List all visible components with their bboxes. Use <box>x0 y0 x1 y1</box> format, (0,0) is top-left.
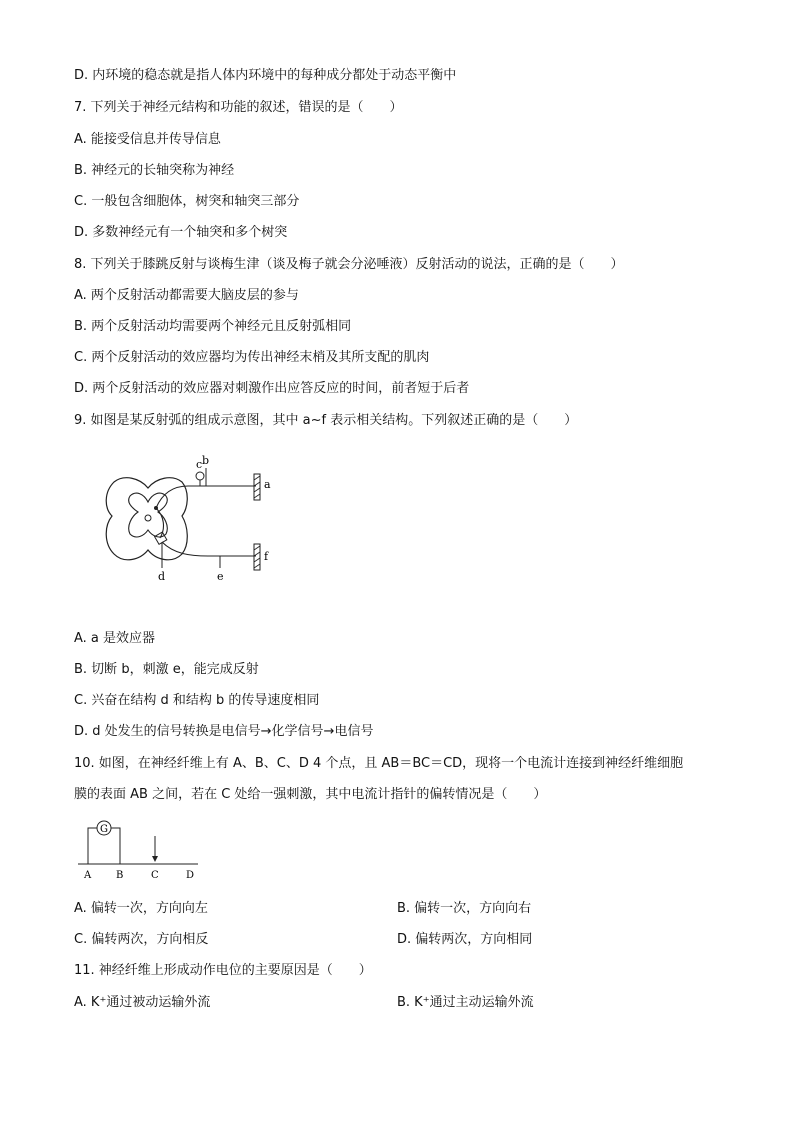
q11-option-a: A. K⁺通过被动运输外流 <box>74 995 211 1010</box>
q9-option-c: C. 兴奋在结构 d 和结构 b 的传导速度相同 <box>74 693 320 708</box>
label-b: b <box>202 454 210 467</box>
q9-stem: 9. 如图是某反射弧的组成示意图，其中 a~f 表示相关结构。下列叙述正确的是（ ） <box>74 413 578 428</box>
q7-stem: 7. 下列关于神经元结构和功能的叙述，错误的是（ ） <box>74 100 403 115</box>
q10-stem-line2: 膜的表面 AB 之间，若在 C 处给一强刺激，其中电流计指针的偏转情况是（ ） <box>74 787 547 802</box>
q7-option-c: C. 一般包含细胞体，树突和轴突三部分 <box>74 194 300 209</box>
q10-option-a: A. 偏转一次，方向向左 <box>74 901 208 916</box>
central-canal <box>145 515 151 521</box>
q8-option-b: B. 两个反射活动均需要两个神经元且反射弧相同 <box>74 319 352 334</box>
q7-option-a: A. 能接受信息并传导信息 <box>74 132 221 147</box>
efferent-fiber <box>162 542 256 556</box>
q10-option-b: B. 偏转一次，方向向右 <box>397 901 532 916</box>
q6-option-d: D. 内环境的稳态就是指人体内环境中的每种成分都处于动态平衡中 <box>74 68 457 83</box>
q7-option-d: D. 多数神经元有一个轴突和多个树突 <box>74 225 288 240</box>
ganglion-c <box>196 472 204 480</box>
q11-option-b: B. K⁺通过主动运输外流 <box>397 995 534 1010</box>
label-d: d <box>158 570 166 583</box>
q9-option-d: D. d 处发生的信号转换是电信号→化学信号→电信号 <box>74 724 374 739</box>
label-e: e <box>217 570 224 583</box>
q8-option-a: A. 两个反射活动都需要大脑皮层的参与 <box>74 288 299 303</box>
q8-stem: 8. 下列关于膝跳反射与谈梅生津（谈及梅子就会分泌唾液）反射活动的说法，正确的是（ ） <box>74 257 624 272</box>
galvanometer-label: G <box>100 824 108 835</box>
stimulus-arrowhead <box>152 856 158 862</box>
galvanometer-figure <box>74 816 204 882</box>
afferent-fiber <box>156 486 256 508</box>
q7-option-b: B. 神经元的长轴突称为神经 <box>74 163 235 178</box>
q8-option-d: D. 两个反射活动的效应器对刺激作出应答反应的时间，前者短于后者 <box>74 381 470 396</box>
effector-f-hatch <box>254 546 260 568</box>
q8-option-c: C. 两个反射活动的效应器均为传出神经末梢及其所支配的肌肉 <box>74 350 430 365</box>
q9-option-b: B. 切断 b，刺激 e，能完成反射 <box>74 662 259 677</box>
q10-option-d: D. 偏转两次，方向相同 <box>397 932 533 947</box>
spinal-cord-outline <box>106 478 187 560</box>
q10-option-c: C. 偏转两次，方向相反 <box>74 932 209 947</box>
receptor-a-hatch <box>254 476 260 498</box>
label-c: c <box>196 458 203 471</box>
label-f: f <box>264 550 269 563</box>
q11-stem: 11. 神经纤维上形成动作电位的主要原因是（ ） <box>74 963 372 978</box>
q10-stem-line1: 10. 如图，在神经纤维上有 A、B、C、D 4 个点，且 AB＝BC＝CD，现将一个电流计连接到神经纤维细胞 <box>74 756 684 771</box>
synapse-box <box>155 532 167 544</box>
point-a-label: A <box>84 870 92 881</box>
point-d-label: D <box>186 870 195 881</box>
point-b-label: B <box>116 870 124 881</box>
label-a: a <box>264 478 271 491</box>
q9-option-a: A. a 是效应器 <box>74 631 156 646</box>
point-c-label: C <box>151 870 159 881</box>
reflex-arc-figure <box>90 450 290 590</box>
